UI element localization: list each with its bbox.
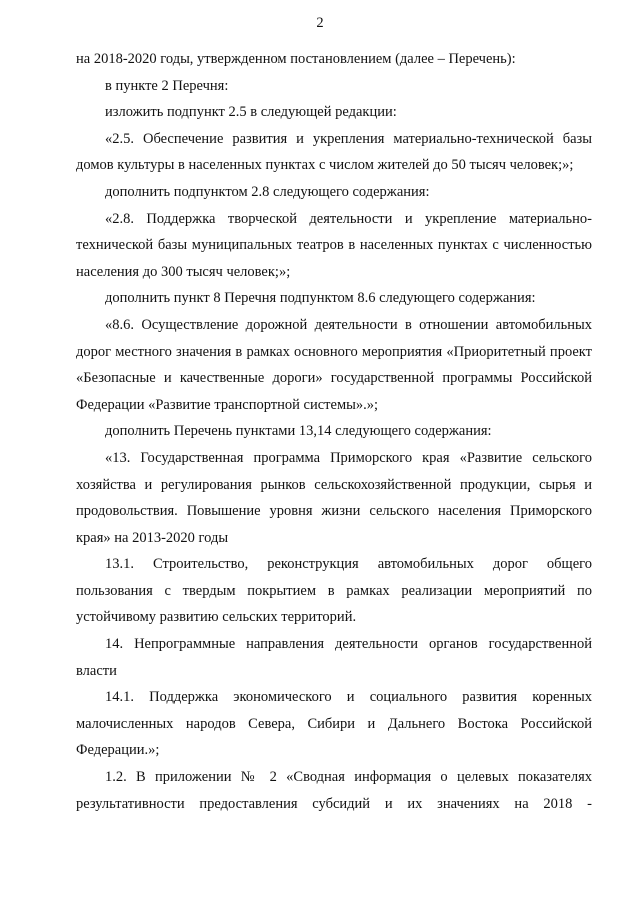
paragraph-subpoint-2-5: «2.5. Обеспечение развития и укрепления материально-технической базы домов культуры в населенных пунктах с числом жителей до 50 тысяч человек;»; [76, 130, 592, 174]
paragraph-continuation: на 2018-2020 годы, утвержденном постановлением (далее – Перечень): [76, 51, 516, 67]
paragraph-point-14: 14. Непрограммные направления деятельности органов государственной власти [76, 636, 592, 679]
paragraph-instruction-2-8: дополнить подпунктом 2.8 следующего содержания: [105, 183, 430, 200]
paragraph-subpoint-14-1: 14.1. Поддержка экономического и социального развития коренных малочисленных народов Севера, Сибири и Дальнего Востока Российской Федерации.»; [76, 689, 592, 759]
paragraph-point-13: «13. Государственная программа Приморского края «Развитие сельского хозяйства и регулирования рынков сельскохозяйственной продукции, сырья и продовольствия. Повышение уровня жизни сельского населения Приморского края» на 2013-2020 годы [76, 449, 592, 546]
paragraph-point-2: в пункте 2 Перечня: [105, 77, 229, 94]
paragraph-subpoint-13-1: 13.1. Строительство, реконструкция автомобильных дорог общего пользования с твердым покрытием в рамках реализации мероприятий по устойчивому развитию сельских территорий. [76, 556, 592, 626]
paragraph-instruction-13-14: дополнить Перечень пунктами 13,14 следующего содержания: [105, 423, 492, 440]
document-body [76, 46, 592, 817]
paragraph-instruction-2-5: изложить подпункт 2.5 в следующей редакции: [105, 104, 397, 121]
paragraph-subpoint-2-8: «2.8. Поддержка творческой деятельности и укрепление материально-технической базы муниципальных театров в населенных пунктах с численностью населения до 300 тысяч человек;»; [76, 210, 592, 280]
page-number: 2 [316, 15, 324, 31]
paragraph-point-1-2: 1.2. В приложении № 2 «Сводная информация о целевых показателях результативности предоставления субсидий и их значениях на 2018 - [76, 769, 592, 812]
paragraph-subpoint-8-6: «8.6. Осуществление дорожной деятельности в отношении автомобильных дорог местного значения в рамках основного мероприятия «Приоритетный проект «Безопасные и качественные дороги» государственной программы Российской Федерации «Развитие транспортной системы».»; [76, 316, 592, 413]
paragraph-instruction-8-6: дополнить пункт 8 Перечня подпунктом 8.6 следующего содержания: [105, 290, 536, 307]
